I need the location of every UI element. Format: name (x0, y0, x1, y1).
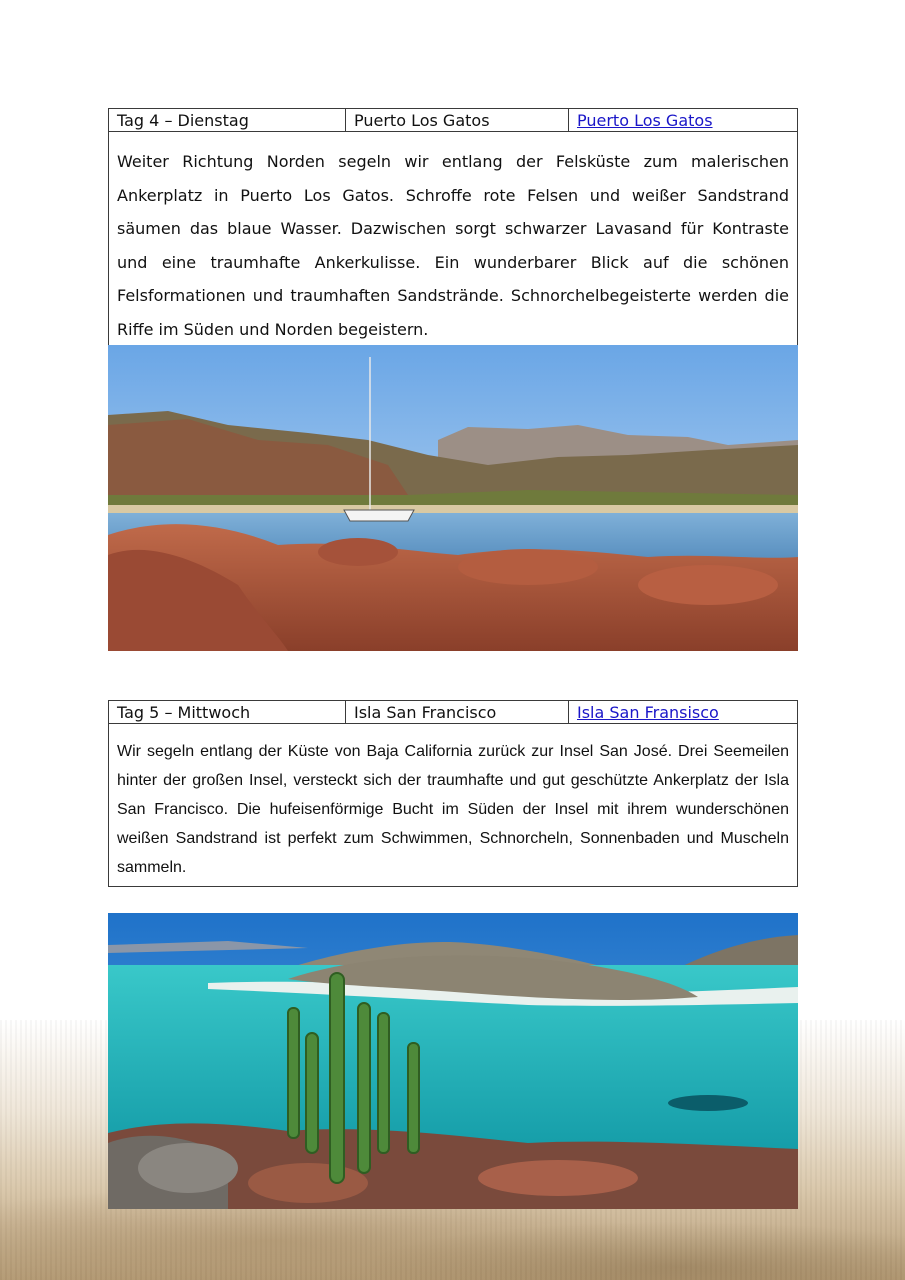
day-4-description: Weiter Richtung Norden segeln wir entlang der Felsküste zum malerischen Ankerplatz in Puerto Los Gatos. Schroffe rote Felsen und weißer Sandstrand säumen das blaue Wasser. Dazwischen sorgt schwarzer Lavasand für Kontraste und eine traumhafte Ankerkulisse. Ein wunderbarer Blick auf die schönen Felsformationen und traumhaften Sandstrände. Schnorchelbegeisterte werden die Riffe im Süden und Norden begeistern. (109, 132, 798, 351)
day-5-header-row (109, 701, 798, 724)
day-4-header-row (109, 109, 798, 132)
day-5-description: Wir segeln entlang der Küste von Baja California zurück zur Insel San José. Drei Seemeilen hinter der großen Insel, versteckt sich der traumhafte und gut geschützte Ankerplatz der Isla San Francisco. Die hufeisenförmige Bucht im Süden der Insel mit ihrem wunderschönen weißen Sandstrand ist perfekt zum Schwimmen, Schnorcheln, Sonnenbaden und Muscheln sammeln. (109, 724, 798, 887)
isla-san-francisco-photo (108, 913, 798, 1209)
day-4-link-cell (569, 109, 798, 132)
day-4-place: Puerto Los Gatos (346, 109, 569, 132)
day-5-link-cell (569, 701, 798, 724)
puerto-los-gatos-photo (108, 345, 798, 651)
day-5-description-row (109, 724, 798, 887)
day-4-table (108, 108, 798, 351)
day-5-label: Tag 5 – Mittwoch (109, 701, 346, 724)
day-5-table (108, 700, 798, 887)
day-5-place: Isla San Francisco (346, 701, 569, 724)
day-5-link[interactable]: Isla San Fransisco (577, 702, 719, 722)
day-4-link[interactable]: Puerto Los Gatos (577, 110, 713, 130)
day-4-label: Tag 4 – Dienstag (109, 109, 346, 132)
day-4-description-row (109, 132, 798, 351)
